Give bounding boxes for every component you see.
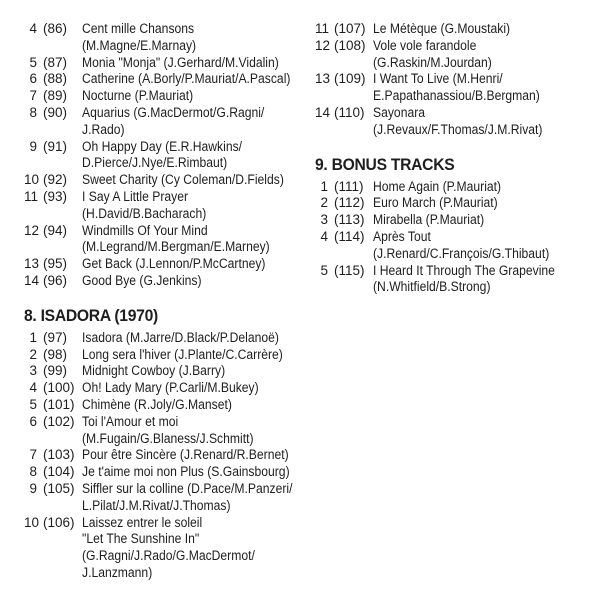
track-title-continuation <box>315 246 597 263</box>
track-title <box>82 256 310 273</box>
track-number: 14 <box>24 272 40 288</box>
track-entry <box>24 481 310 515</box>
track-title-text: Après Tout <box>373 228 431 244</box>
track-number: 11 <box>24 188 39 204</box>
track-title-text: Le Métèque (G.Moustaki) <box>373 21 511 36</box>
track-title-text: Sweet Charity (Cy Coleman/D.Fields) <box>82 172 284 188</box>
track-title <box>82 71 310 88</box>
track-title-continuation-text: (M.Magne/E.Marnay) <box>82 37 197 53</box>
track-title-text: Vole vole farandole <box>373 37 477 53</box>
track-sequence-number: (114) <box>334 228 365 244</box>
track-title <box>82 380 310 397</box>
track-first-line <box>24 380 310 397</box>
track-first-line <box>24 330 310 347</box>
track-title <box>373 105 597 122</box>
track-title-text: Nocturne (P.Mauriat) <box>82 88 194 104</box>
track-sequence-number: (89) <box>43 88 68 104</box>
track-number: 9 <box>29 480 37 496</box>
track-sequence-number: (115) <box>334 262 365 278</box>
track-number: 6 <box>29 71 37 87</box>
track-title-continuation-text: J.Lanzmann) <box>82 564 153 580</box>
section-heading <box>315 155 597 175</box>
track-number: 7 <box>29 88 37 104</box>
track-number: 3 <box>29 363 37 379</box>
track-title <box>82 139 310 156</box>
track-title <box>82 347 310 364</box>
track-title-text: Isadora (M.Jarre/D.Black/P.Delanoë) <box>82 329 279 345</box>
track-sequence-number: (112) <box>334 195 365 211</box>
track-entry <box>24 223 310 257</box>
track-title-continuation-text: (G.Ragni/J.Rado/G.MacDermot/ <box>82 548 255 564</box>
track-title-continuation <box>24 122 310 139</box>
track-title-text: Get Back (J.Lennon/P.McCartney) <box>82 256 266 272</box>
track-title-text: Siffler sur la colline (D.Pace/M.Panzeri/ <box>82 480 293 496</box>
track-title-text: Home Again (P.Mauriat) <box>373 178 502 194</box>
track-sequence-number: (107) <box>334 21 366 36</box>
track-number: 13 <box>24 256 40 272</box>
track-title-continuation-text: (G.Raskin/M.Jourdan) <box>373 54 492 70</box>
track-title-text: Long sera l'hiver (J.Plante/C.Carrère) <box>82 346 283 362</box>
track-title-continuation <box>315 88 597 105</box>
track-entry <box>24 380 310 397</box>
track-number: 4 <box>29 380 37 396</box>
track-title <box>82 105 310 122</box>
track-first-line <box>315 21 597 38</box>
track-first-line <box>315 71 597 88</box>
track-first-line <box>315 179 597 196</box>
track-number: 13 <box>315 71 331 87</box>
track-title-text: Oh Happy Day (E.R.Hawkins/ <box>82 138 243 154</box>
track-number: 2 <box>29 346 37 362</box>
track-sequence-number: (113) <box>334 212 365 228</box>
track-sequence-number: (106) <box>43 514 75 530</box>
track-title-continuation <box>315 55 597 72</box>
track-entry <box>24 273 310 290</box>
track-list-column-right <box>315 21 597 296</box>
track-entry <box>24 172 310 189</box>
track-sequence-number: (92) <box>43 172 68 188</box>
track-title-continuation-text: (M.Fugain/G.Blaness/J.Schmitt) <box>82 430 254 446</box>
track-title-text: I Heard It Through The Grapevine <box>373 262 555 278</box>
section-heading <box>24 306 310 326</box>
track-first-line <box>24 223 310 240</box>
track-first-line <box>315 105 597 122</box>
track-entry <box>24 447 310 464</box>
track-title-text: Catherine (A.Borly/P.Mauriat/A.Pascal) <box>82 71 291 87</box>
track-title-text: Midnight Cowboy (J.Barry) <box>82 363 226 379</box>
track-number: 5 <box>320 262 328 278</box>
track-title <box>82 397 310 414</box>
track-title-text: Cent mille Chansons <box>82 21 195 36</box>
track-first-line <box>315 263 597 280</box>
track-title-text: Je t'aime moi non Plus (S.Gainsbourg) <box>82 464 290 480</box>
track-title-continuation <box>24 565 310 582</box>
track-number: 5 <box>29 396 37 412</box>
track-sequence-number: (109) <box>334 71 366 87</box>
track-first-line <box>24 256 310 273</box>
track-entry <box>315 71 597 105</box>
track-entry <box>24 256 310 273</box>
track-entry <box>315 195 597 212</box>
track-sequence-number: (93) <box>43 188 68 204</box>
track-number: 1 <box>29 329 37 345</box>
track-sequence-number: (100) <box>43 380 75 396</box>
track-title-continuation-text: D.Pierce/J.Nye/E.Rimbaut) <box>82 155 228 171</box>
track-title-continuation-text: (J.Renard/C.François/G.Thibaut) <box>373 245 550 261</box>
track-sequence-number: (94) <box>43 222 68 238</box>
track-first-line <box>315 38 597 55</box>
track-title-continuation-text: J.Rado) <box>82 121 125 137</box>
track-title-continuation <box>24 206 310 223</box>
track-sequence-number: (110) <box>334 104 365 120</box>
track-entry <box>24 55 310 72</box>
track-title-text: Euro March (P.Mauriat) <box>373 195 498 211</box>
track-first-line <box>24 481 310 498</box>
track-title-text: Sayonara <box>373 104 426 120</box>
track-title-continuation-text: (J.Revaux/F.Thomas/J.M.Rivat) <box>373 121 543 137</box>
track-title-text: Good Bye (G.Jenkins) <box>82 272 202 288</box>
track-title-continuation <box>315 279 597 296</box>
track-number: 6 <box>29 413 37 429</box>
track-sequence-number: (99) <box>43 363 68 379</box>
track-entry <box>315 21 597 38</box>
track-entry <box>24 189 310 223</box>
track-sequence-number: (98) <box>43 346 68 362</box>
track-title <box>373 212 597 229</box>
track-title-continuation <box>315 122 597 139</box>
track-title <box>82 515 310 532</box>
track-title-text: Windmills Of Your Mind <box>82 222 208 238</box>
track-title-text: Laissez entrer le soleil <box>82 514 203 530</box>
track-title-continuation-text: "Let The Sunshine In" <box>82 531 200 547</box>
track-first-line <box>24 347 310 364</box>
track-number: 10 <box>24 514 40 530</box>
track-first-line <box>24 397 310 414</box>
track-title-continuation <box>24 531 310 548</box>
track-entry <box>24 363 310 380</box>
track-sequence-number: (102) <box>43 413 75 429</box>
track-sequence-number: (86) <box>43 21 68 36</box>
track-entry <box>315 179 597 196</box>
track-number: 8 <box>29 464 37 480</box>
track-title <box>373 38 597 55</box>
track-entry <box>24 330 310 347</box>
track-title-continuation <box>24 239 310 256</box>
track-entry <box>24 464 310 481</box>
track-title <box>373 229 597 246</box>
track-title <box>82 189 310 206</box>
track-title <box>82 21 310 38</box>
track-sequence-number: (103) <box>43 447 75 463</box>
track-first-line <box>24 139 310 156</box>
track-first-line <box>24 172 310 189</box>
track-number: 5 <box>29 54 37 70</box>
track-title <box>82 363 310 380</box>
track-number: 12 <box>24 222 40 238</box>
track-title-text: Oh! Lady Mary (P.Carli/M.Bukey) <box>82 380 259 396</box>
track-title-text: Toi l'Amour et moi <box>82 413 179 429</box>
track-title <box>82 88 310 105</box>
track-first-line <box>24 447 310 464</box>
track-entry <box>24 347 310 364</box>
track-title-text: Aquarius (G.MacDermot/G.Ragni/ <box>82 104 265 120</box>
track-number: 3 <box>320 212 328 228</box>
track-sequence-number: (90) <box>43 104 68 120</box>
track-first-line <box>24 189 310 206</box>
track-entry <box>24 71 310 88</box>
track-first-line <box>24 71 310 88</box>
track-title-continuation <box>24 548 310 565</box>
track-number: 7 <box>29 447 37 463</box>
track-number: 4 <box>29 21 37 36</box>
track-number: 2 <box>320 195 328 211</box>
track-entry <box>24 139 310 173</box>
track-first-line <box>24 21 310 38</box>
track-title-text: Mirabella (P.Mauriat) <box>373 212 485 228</box>
track-title <box>82 273 310 290</box>
track-first-line <box>24 363 310 380</box>
track-number: 9 <box>29 138 37 154</box>
track-sequence-number: (105) <box>43 480 75 496</box>
track-title-text: Monia "Monja" (J.Gerhard/M.Vidalin) <box>82 54 279 70</box>
track-number: 12 <box>315 37 331 53</box>
track-title-text: Chimène (R.Joly/G.Manset) <box>82 396 232 412</box>
track-sequence-number: (87) <box>43 54 68 70</box>
track-entry <box>24 88 310 105</box>
track-sequence-number: (88) <box>43 71 68 87</box>
track-entry <box>24 515 310 582</box>
track-title <box>82 172 310 189</box>
track-title-continuation <box>24 431 310 448</box>
track-entry <box>315 229 597 263</box>
track-number: 1 <box>320 178 328 194</box>
track-sequence-number: (108) <box>334 37 366 53</box>
track-first-line <box>24 464 310 481</box>
track-first-line <box>315 212 597 229</box>
track-title <box>82 223 310 240</box>
track-first-line <box>24 414 310 431</box>
track-number: 8 <box>29 104 37 120</box>
track-sequence-number: (97) <box>43 329 68 345</box>
track-sequence-number: (95) <box>43 256 68 272</box>
track-title-text: Pour être Sincère (J.Renard/R.Bernet) <box>82 447 289 463</box>
track-title-continuation <box>24 38 310 55</box>
track-entry <box>315 263 597 297</box>
track-sequence-number: (111) <box>334 178 364 194</box>
section-heading-label: 9. BONUS TRACKS <box>315 155 455 174</box>
track-entry <box>24 414 310 448</box>
track-first-line <box>24 88 310 105</box>
track-title <box>82 464 310 481</box>
track-sequence-number: (91) <box>43 138 68 154</box>
track-title <box>82 55 310 72</box>
track-list-column-left <box>24 21 310 582</box>
track-first-line <box>24 105 310 122</box>
track-title <box>82 330 310 347</box>
track-title <box>82 447 310 464</box>
track-title-continuation-text: (M.Legrand/M.Bergman/E.Marney) <box>82 239 270 255</box>
track-title-continuation-text: (N.Whitfield/B.Strong) <box>373 279 491 295</box>
track-entry <box>24 397 310 414</box>
track-first-line <box>24 515 310 532</box>
track-title-continuation-text: (H.David/B.Bacharach) <box>82 205 207 221</box>
track-title-text: I Say A Little Prayer <box>82 188 189 204</box>
track-sequence-number: (101) <box>43 396 75 412</box>
track-number: 4 <box>320 228 328 244</box>
track-title <box>82 481 310 498</box>
track-first-line <box>315 195 597 212</box>
track-title <box>373 71 597 88</box>
track-entry <box>24 105 310 139</box>
track-entry <box>24 21 310 55</box>
track-title <box>373 179 597 196</box>
track-title <box>82 414 310 431</box>
track-number: 11 <box>315 21 330 36</box>
track-title <box>373 263 597 280</box>
section-heading-label: 8. ISADORA (1970) <box>24 306 158 325</box>
track-entry <box>315 38 597 72</box>
track-first-line <box>315 229 597 246</box>
track-title-continuation-text: E.Papathanassiou/B.Bergman) <box>373 88 540 104</box>
track-number: 14 <box>315 104 331 120</box>
track-title-continuation <box>24 498 310 515</box>
track-title-continuation <box>24 155 310 172</box>
track-entry <box>315 105 597 139</box>
track-title <box>373 21 597 38</box>
track-sequence-number: (96) <box>43 272 68 288</box>
track-first-line <box>24 273 310 290</box>
track-title-text: I Want To Live (M.Henri/ <box>373 71 503 87</box>
track-first-line <box>24 55 310 72</box>
track-entry <box>315 212 597 229</box>
track-number: 10 <box>24 172 40 188</box>
track-title-continuation-text: L.Pilat/J.M.Rivat/J.Thomas) <box>82 497 231 513</box>
track-title <box>373 195 597 212</box>
track-sequence-number: (104) <box>43 464 75 480</box>
